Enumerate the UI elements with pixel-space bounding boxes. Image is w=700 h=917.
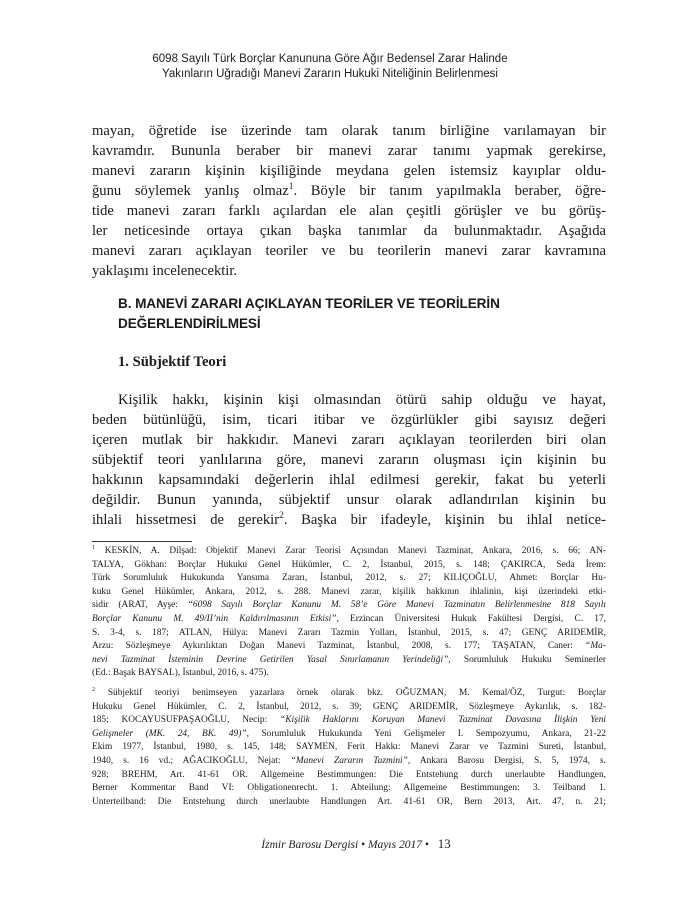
footnote-text: Arzu: Sözleşmeye Aykırılıktan Doğan Manevi Tazminat, İstanbul, 2008, s. 177; TAŞATAN, Caner: (92, 641, 586, 652)
footnote-line (92, 728, 606, 742)
footnote-number: 1 (92, 544, 96, 551)
footnote-line: 928; BREHM, Art. 41-61 OR. Allgemeine Bestimmungen: Die Entstehung durch unerlaubte Handlungen, (92, 769, 606, 780)
footnote-line: Berner Kommentar Band VI: Obligationenrecht. 1. Abteilung: Allgemeine Bestimmungen: 3. Teilband 1. (92, 783, 606, 794)
footnote-text: sidir (ARAT, Ayşe: (92, 600, 188, 611)
footnote-italic-title: “6098 Sayılı Borçlar Kanunu M. 58’e Göre Manevi Tazminatın Belirlenmesine 818 Sayılı (187, 600, 606, 611)
footnote-line: Hukuku Genel Hükümler, C. 2, İstanbul, 2012, s. 39; GENÇ ARIDEMİR, Sözleşmeye Aykırılık, s. 182- (92, 701, 606, 712)
footnote-line: Ekim 1977, İstanbul, 1980, s. 145, 148; SAYMEN, Ferit Hakkı: Manevi Zarar ve Tazmini Sureti, İstanbul, (92, 742, 606, 753)
text-line: manevi zararın kişinin kişiliğinde meydana gelen istemsiz kayıplar oldu- (92, 163, 606, 179)
text-line: içeren mutlak bir hakkıdır. Manevi zararı açıklayan teorilerden biri olan (92, 432, 606, 448)
footnote-line (92, 545, 606, 559)
footnote-text: 185; KOCAYUSUFPAŞAOĞLU, Necip: (92, 715, 281, 726)
footnote-text: 1940, s. 16 vd.; AĞACIKOĞLU, Nejat: (92, 755, 291, 766)
footnote-line: S. 3-4, s. 187; ATLAN, Hülya: Manevi Zararı Tazmin Yolları, İstanbul, 2015, s. 47; GENÇ ARIDEMİR, (92, 627, 606, 638)
footnote-line (92, 714, 606, 728)
footnote-1 (92, 545, 606, 681)
footnote-line (92, 599, 606, 613)
sub-heading: 1. Sübjektif Teori (118, 354, 227, 370)
footnote-ref-2[interactable]: 2 (279, 511, 284, 522)
footnote-line (92, 687, 606, 701)
footnote-2 (92, 687, 606, 809)
footnote-line: Türk Sorumluluk Hukukunda Yansıma Zararı, İstanbul, 2012, s. 27; KILIÇOĞLU, Ahmet: Borçlar Hu- (92, 573, 606, 584)
footnote-text: , Ankara Barosu Dergisi, S. 5, 1974, s. (407, 755, 606, 766)
footnote-number: 2 (92, 686, 96, 693)
text-segment: . Başka bir ifadeyle, kişinin bu ihlal netice- (283, 512, 606, 528)
footnote-divider (92, 541, 192, 542)
section-heading (118, 294, 608, 334)
text-line: yaklaşımı incelenecektir. (92, 263, 238, 279)
footnote-ref-1[interactable]: 1 (288, 182, 294, 193)
paragraph-2 (92, 390, 606, 530)
text-line: beden bütünlüğü, isim, ticari itibar ve özgürlükler gibi sayısız değeri (92, 412, 606, 428)
text-line: değildir. Bunun yanında, sübjektif unsur olarak adlandırılan kişinin bu (92, 492, 606, 508)
text-segment: ğunu söylemek yanlış olmaz (92, 183, 289, 199)
section-heading-line-1: B. MANEVİ ZARARI AÇIKLAYAN TEORİLER VE TEORİLERİN (118, 296, 500, 311)
footnote-text: KESKİN, A. Dilşad: Objektif Manevi Zarar Teorisi Açısından Manevi Tazminat, Ankara, 2016, s. 66; AN- (95, 546, 606, 556)
text-segment: . Böyle bir tanım yapılmakla beraber, öğre- (293, 183, 606, 199)
running-header (120, 52, 540, 82)
footnote-italic-title: “Manevi Zararın Tazmini” (290, 755, 408, 766)
footnote-text: , Sorumluluk Hukuku Seminerler (448, 654, 606, 665)
footnote-italic-title: “Kişilik Haklarını Koruyan Manevi Tazminat Davasına İlişkin Yeni (280, 715, 606, 726)
footnote-italic-title: “Ma- (585, 641, 606, 652)
footnote-italic-title: nevi Tazminat İsteminin Devrine Getirilen Yasal Sınırlamanın Yerindeliği” (92, 654, 449, 665)
running-header-line-1: 6098 Sayılı Türk Borçlar Kanununa Göre Ağır Bedensel Zarar Halinde (152, 53, 508, 65)
footnote-text: , Erzincan Üniversitesi Hukuk Fakültesi Dergisi, C. 17, (336, 613, 606, 624)
footnote-line (92, 654, 606, 668)
footnote-line (92, 640, 606, 654)
text-line: tide manevi zararı farklı açılardan ele alan çeşitli görüşler ve bu görüş- (92, 203, 606, 219)
text-line: hakkının kapsamındaki değerlerin ihlal edilmesi gerekir, fakat bu yeterli (92, 472, 606, 488)
footnote-line: (Ed.: Başak BAYSAL), İstanbul, 2016, s. 475). (92, 668, 269, 679)
page-footer (206, 836, 506, 852)
footnote-line: Unterteilband: Die Entstehung durch unerlaubte Handlungen Art. 41-61 OR, Bern 2013, Art. 47, n. 21; (92, 796, 606, 807)
footnote-line: kuku Genel Hükümler, Ankara, 2012, s. 288. Manevi zarar, kişilik hakkının ihlalinin, kişi üzerindeki etki- (92, 586, 606, 597)
footnote-italic-title: Gelişmeler (MK. 24, BK. 49)” (92, 728, 247, 739)
running-header-line-2: Yakınların Uğradığı Manevi Zararın Hukuki Niteliğinin Belirlenmesi (162, 68, 498, 80)
text-line: Kişilik hakkı, kişinin kişi olmasından ötürü sahip olduğu ve hayat, (118, 392, 606, 408)
text-line: sübjektif teori yanlılarına göre, manevi zararın oluşması için kişinin bu (92, 452, 606, 468)
text-line: ler neticesinde ortaya çıkan başka tanımlar da bulunmaktadır. Aşağıda (92, 223, 606, 239)
text-line: manevi zararı açıklayan teoriler ve bu teorilerin manevi zarar kavramına (92, 243, 606, 259)
text-line: mayan, öğretide ise üzerinde tam olarak tanım birliğine varılamayan bir (92, 123, 606, 139)
footnote-italic-title: Borçlar Kanunu M. 49/II’nin Kaldırılmasının Etkisi” (92, 613, 337, 624)
text-line: kavramdır. Bununla beraber bir manevi zarar tanımı yapmak gerekirse, (92, 143, 606, 159)
page-number: 13 (437, 836, 451, 851)
section-heading-line-2: DEĞERLENDİRİLMESİ (118, 316, 261, 331)
paragraph-1 (92, 121, 606, 281)
text-segment: ihlali hissetmesi de gerekir (92, 512, 280, 528)
footnote-line (92, 613, 606, 627)
footnote-text: Sübjektif teoriyi benimseyen yazarlara örnek olarak bkz. OĞUZMAN, M. Kemal/ÖZ, Turgut: Borçlar (95, 688, 606, 698)
footnote-text: , Sorumluluk Hukukunda Yeni Gelişmeler I. Sempozyumu, Ankara, 21-22 (246, 728, 606, 739)
text-line (92, 181, 606, 201)
footnote-line (92, 755, 606, 769)
footer-journal: İzmir Barosu Dergisi • Mayıs 2017 • (261, 839, 429, 851)
footnote-line: TALYA, Gökhan: Borçlar Hukuku Genel Hükümler, C. 2, İstanbul, 2015, s. 148; ÇAKIRCA, Seda İrem: (92, 559, 606, 570)
text-line (92, 510, 606, 530)
